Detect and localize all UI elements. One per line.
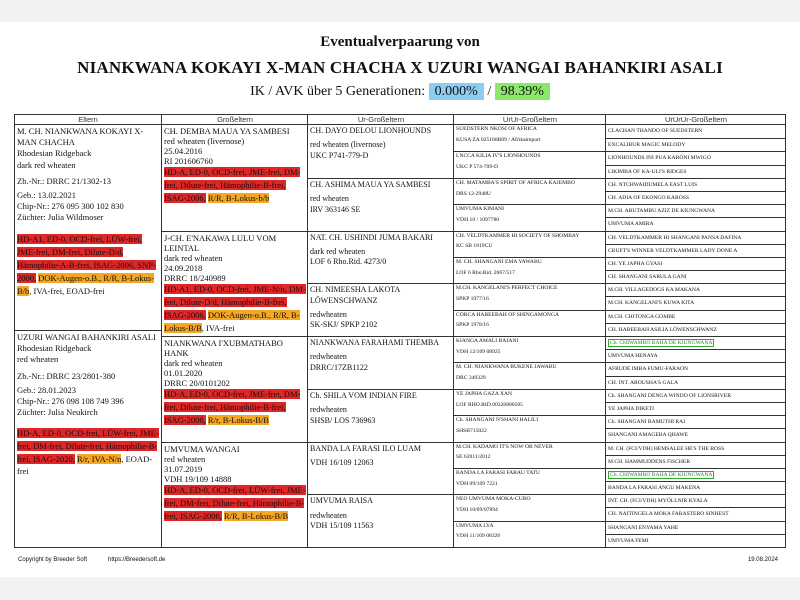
- gen4-cell: [454, 310, 606, 336]
- gen5-cell: [606, 336, 786, 349]
- gen5-cell: [606, 349, 786, 362]
- grandparent-color: dark red wheaten: [164, 358, 223, 369]
- sire-chip: Chip-Nr.: 276 095 300 102 830: [17, 201, 124, 212]
- grandparent-cell: [162, 125, 308, 231]
- ancestor-color: redwheaten: [310, 510, 347, 520]
- gen5-cell: [606, 283, 786, 296]
- health-tests-genetic: R/R, B-Lokus-b/b: [207, 193, 270, 204]
- gen4-cell: [454, 494, 606, 520]
- ancestor-name: LIONHOUNDS INI PUA KARONI MWIGO: [608, 155, 711, 162]
- gen5-cell: [606, 402, 786, 415]
- great-grandparent-cell: [308, 125, 454, 178]
- grandparent-date: 24.09.2018: [164, 262, 203, 273]
- ancestor-reg: IRV 363146 SE: [310, 204, 361, 214]
- ancestor-name: UMVUMA FEMI: [608, 537, 649, 544]
- gen4-cell: [454, 415, 606, 441]
- pairing-title: NIANKWANA KOKAYI X-MAN CHACHA X UZURI WANGAI BAHANKIRI ASALI: [77, 58, 723, 77]
- grandparent-color: dark red wheaten: [164, 252, 223, 263]
- gen5-cell: [606, 138, 786, 151]
- grandparent-reg: RI 201606760: [164, 156, 213, 167]
- ancestor-name: CH. ADIA OF EKONGO KAROSS: [608, 194, 689, 201]
- ancestor-name: M.CH. HAMMUDDENS FISCHER: [608, 458, 691, 465]
- ancestor-name: INT. CH. (FCI/VDH) MYÖLLNIR KYALA: [608, 498, 708, 505]
- column-header: Großeltern: [162, 115, 308, 125]
- ancestor-name: M.CH. VILLAGEDOGS KA MAKANA: [608, 287, 701, 294]
- ancestor-reg: DRC 349329: [456, 375, 486, 382]
- ancestor-name: Ch. SHANGANI N'SHANI HALILI: [456, 417, 539, 424]
- ancestor-reg: SPKP 1978/16: [456, 322, 489, 329]
- ancestor-name: CH. YE JAPHA GYASI: [608, 260, 663, 267]
- gen5-cell: [606, 362, 786, 375]
- ancestor-reg: VDH 12/109 08925: [456, 348, 501, 355]
- grandparent-date: 25.04.2016: [164, 146, 203, 157]
- sire-reg: Zb.-Nr.: DRRC 21/1302-13: [17, 175, 111, 186]
- grandparent-color: red wheaten (livernose): [164, 136, 245, 147]
- footer-url[interactable]: https://Breedersoft.de: [108, 557, 166, 563]
- ancestor-name: SHANGANI AMAGEBA QHAWE: [608, 432, 689, 439]
- sire-name: M. CH. NIANKWANA KOKAYI X-MAN CHACHA: [17, 126, 144, 148]
- ancestor-name: UMVUMA AMIRA: [608, 221, 654, 228]
- great-grandparents-column: [307, 115, 454, 547]
- gen5-cell: [606, 270, 786, 283]
- dam-breed: Rhodesian Ridgeback: [17, 343, 92, 354]
- gen5-cell: [606, 376, 786, 389]
- gen4-cell: [454, 231, 606, 257]
- ancestor-reg: SHSB/ LOS 736963: [310, 415, 376, 425]
- dam-name: UZURI WANGAI BAHANKIRI ASALI: [17, 332, 156, 342]
- ik-label: IK / AVK über 5 Generationen:: [250, 84, 426, 99]
- grandparent-cell: [162, 231, 308, 337]
- gen4-cell: [454, 389, 606, 415]
- ancestor-name: CH. NIMEESHA LAKOTA LÖWENSCHWANZ: [310, 285, 400, 305]
- gen5-cell: [606, 296, 786, 309]
- grandparent-reg: VDH 19/109 14888: [164, 473, 232, 484]
- ancestor-reg: VDH 10 / 1097780: [456, 216, 500, 223]
- grandparent-name: J-CH. E'NAKAWA LULU VOM LEINTAL: [164, 232, 277, 253]
- gen4-cell: [454, 362, 606, 388]
- ancestor-name: CORCA HABEEBAH OF SHINGAMONGA: [456, 311, 560, 318]
- great-grandparent-cell: [308, 494, 454, 547]
- inbreeding-line: [0, 84, 800, 100]
- ancestor-reg: DRRC/17ZB1122: [310, 362, 368, 372]
- avk-value: 98.39%: [495, 83, 550, 100]
- ancestor-name: M. CH. NIANKWANA BUKENE JAWABU: [456, 364, 557, 371]
- grandparent-cell: [162, 336, 308, 442]
- gen5-cell: [606, 310, 786, 323]
- footer-date: 19.08.2024: [747, 557, 778, 563]
- ancestor-name: LNCCA KILIA IV'S LIONHOUNDS: [456, 153, 541, 160]
- gen5-cell: [606, 521, 786, 534]
- gen5-cell: [606, 257, 786, 270]
- gen5-cell: [606, 191, 786, 204]
- ancestor-name: M.CH. KANGELANI'S PERFECT CHOICE: [456, 285, 558, 292]
- ancestor-name: UMVUMA RAISA: [310, 496, 373, 506]
- ancestor-name: BANDA LA FARASI FARAU TATU: [456, 469, 541, 476]
- ancestor-color: redwheaten: [310, 352, 347, 362]
- footer-copyright: Copyright by Breeder Soft: [18, 557, 88, 563]
- ancestor-name: M.CH. KANGELANI'S KUWA KITA: [608, 300, 695, 307]
- column-header: Eltern: [15, 115, 161, 125]
- grandparent-health: [164, 166, 306, 205]
- gen4-cell: [454, 151, 606, 177]
- ancestor-name: CH. NAITINGELA MOKA FARASTERO SINHEST: [608, 511, 729, 518]
- grandparent-name: NIANKWANA I'XUBMATHABO HANK: [164, 338, 283, 359]
- gen5-cell: [606, 323, 786, 336]
- ancestor-name: AFRUDE IMBA FUMU-FARAON: [608, 366, 689, 373]
- ancestor-name: M.CH. KADAMO IT'S NOW OR NEVER: [456, 443, 553, 450]
- gen4-cell: [454, 521, 606, 547]
- grandparent-health: [164, 484, 306, 523]
- gen5-cell: [606, 428, 786, 441]
- ancestor-name: NIANKWANA FARAHAMI THEMBA: [310, 338, 440, 347]
- great-grandparent-cell: [308, 283, 454, 336]
- dam-color: red wheaten: [17, 354, 59, 365]
- grandparent-reg: DRRC 20/0101202: [164, 378, 230, 389]
- gen4-cell: [454, 257, 606, 283]
- dam-chip: Chip-Nr.: 276 098 108 749 396: [17, 396, 124, 407]
- sire-breed: Rhodesian Ridgeback: [17, 148, 92, 159]
- ancestor-name: CH. MATAMBA'S SPIRIT OF AFRICA KAJEMBO: [456, 179, 575, 186]
- page-title: Eventualverpaarung von: [320, 34, 480, 50]
- ancestor-name: Ch. SHILA VOM INDIAN FIRE: [310, 390, 417, 400]
- grandparents-column: [161, 115, 308, 547]
- gen5-cell: [606, 204, 786, 217]
- dam-born: Geb.: 28.01.2023: [17, 384, 77, 395]
- ancestor-name: Ch. CHIWAMBO BAHA DE KIUNGWANA: [610, 340, 713, 346]
- parents-column: [15, 115, 161, 547]
- ancestor-name: CH. DAYO DELOU LIONHOUNDS: [310, 126, 432, 135]
- dam-reg: Zb.-Nr.: DRRC 23/2801-380: [17, 370, 116, 381]
- ancestor-name: Ch. SHANGANI DENGA WINDO OF LIONSRIVER: [608, 392, 731, 399]
- ancestor-reg: LOF 6 Rho.Rid. 2667/517: [456, 269, 515, 276]
- grandparent-reg: DRRC 18/240989: [164, 272, 226, 283]
- grandparent-date: 01.01.2020: [164, 368, 203, 379]
- grandparent-name: CH. DEMBA MAUA YA SAMBESI: [164, 126, 290, 136]
- gen5-cell: [606, 494, 786, 507]
- sire-cell: [15, 125, 161, 330]
- gen5-cell: [606, 468, 786, 481]
- ancestor-name: M.CH. CHITONGA GOMBE: [608, 313, 676, 320]
- dam-cell: [15, 330, 161, 547]
- gen4-cell: [454, 178, 606, 204]
- health-tests: HD-A, ED-0, OCD-frei, LÜW-frei, JME-frei, DM-frei, Dilute-frei, Hämophilie-B-frei, ISAG-2006,: [164, 484, 306, 521]
- ancestor-name: BANDA LA FARASI ANGU MAKENA: [608, 485, 701, 492]
- grandparent-date: 31.07.2019: [164, 463, 203, 474]
- ancestor-reg: SK-SKJ/ SPKP 2102: [310, 320, 378, 330]
- gen4-cell: [454, 442, 606, 468]
- column-header: UrUr-Großeltern: [454, 115, 606, 125]
- gen5-cell: [606, 534, 786, 547]
- grandparent-health: [164, 283, 306, 335]
- column-header: UrUrUr-Großeltern: [606, 115, 786, 125]
- ancestor-reg: VDH 11/109 08326: [456, 533, 501, 540]
- ancestor-name: CH. SHANGANI SARULA GANI: [608, 274, 687, 281]
- ancestor-name: EXCALIBUR MAGIC MELODY: [608, 142, 686, 149]
- ancestor-reg: VDH 09/109 7221: [456, 480, 498, 487]
- gen5-cell: [606, 507, 786, 520]
- ancestor-reg: UKC P 574-709-D: [456, 164, 499, 171]
- grandparent-health: [164, 388, 306, 427]
- dam-health: HD-A, ED-0, OCD-frei, LÜW-frei, JME-frei, DM-frei, Dilute-frei, Hämophilie-B-frei, ISAG-2020, R/r, IVA-N/n, EOAD-frei: [17, 428, 159, 477]
- dam-breeder: Züchter: Julia Neukirch: [17, 407, 98, 418]
- gen5-cell: [606, 244, 786, 257]
- ancestor-reg: LOF RHO.RID.00326800505: [456, 401, 523, 408]
- great-grandparent-cell: [308, 442, 454, 495]
- gen5-cell: [606, 217, 786, 230]
- grandparent-color: red wheaten: [164, 453, 206, 464]
- gen5-cell: [606, 389, 786, 402]
- ancestor-name: SHANGANI ENYAMA YAHE: [608, 524, 679, 531]
- ik-separator: /: [487, 84, 492, 99]
- ancestor-name: UMVUMA HENAYA: [608, 353, 658, 360]
- ancestor-reg: DRS 12-2948U: [456, 190, 491, 197]
- ancestor-reg: KC SB 1819CU: [456, 243, 493, 250]
- ancestor-name: CRUFT'S WINNER VELDTKAMMER LADY DONE A: [608, 247, 738, 254]
- ancestor-name: CLACHAN THANDO OF SUEDSTERN: [608, 128, 703, 134]
- ancestor-reg: SPKP 1977/16: [456, 296, 489, 303]
- sire-color: dark red wheaten: [17, 159, 76, 170]
- health-tests-extra: , IVA-frei: [201, 322, 235, 333]
- health-tests-genetic: DOK-Augen-o.B., R/R, B-Lokus-B/B: [164, 309, 300, 333]
- ancestor-name: NAT. CH. USHINDI JUMA BAKARI: [310, 232, 433, 242]
- health-tests: HD-A, ED-0, OCD-frei, JME-frei, DM-frei, Dilute-frei, Hämophilie-B-frei, ISAG-2006,: [164, 167, 301, 204]
- ancestor-name: NEO UMVUMA MOKA-CUBO: [456, 496, 531, 503]
- ancestor-name: UMVUMA KIMANI: [456, 206, 505, 213]
- ancestor-name: SUEDSTERN NKOSI OF AFRICA: [456, 126, 537, 132]
- ancestor-name: CH. INT. AROUSHA'S GALA: [608, 379, 679, 386]
- sire-breeder: Züchter: Julia Wildmoser: [17, 212, 104, 223]
- ancestor-name: Ch. SHANGANI BAMUTHI RAI: [608, 419, 686, 426]
- ancestor-name: KIANGA AMALI BAJANI: [456, 338, 519, 344]
- ancestor-name: LIKIMBA OF KA-ULI'S RIDGES: [608, 168, 687, 175]
- gen5-cell: [606, 455, 786, 468]
- gen5-cell: [606, 415, 786, 428]
- ancestor-color: red wheaten (livernose): [310, 140, 386, 150]
- health-tests: HD-A1, ED-0, OCD-frei, JME-N/n, DM-frei, Dilute-D/d, Hämophilie-B-frei, ISAG-2006,: [164, 283, 306, 320]
- gen5-cell: [606, 442, 786, 455]
- gen5-cell: [606, 231, 786, 244]
- pedigree-table: [14, 114, 786, 548]
- ancestor-color: red wheaten: [310, 194, 349, 204]
- grandparent-cell: [162, 442, 308, 548]
- ancestor-name: CH. NTCHWAIDUMELA EAST LUIS: [608, 181, 698, 188]
- ancestor-name: YE JAPHA DIKETI: [608, 405, 654, 412]
- gen5-cell: [606, 481, 786, 494]
- sire-born: Geb.: 13.02.2021: [17, 190, 77, 201]
- gen5-cell: [606, 151, 786, 164]
- ik-value: 0.000%: [429, 83, 484, 100]
- ancestor-name: M. CH. SHANGANI EMA YAWABU: [456, 258, 542, 265]
- gen5-column: [605, 115, 786, 547]
- great-grandparent-cell: [308, 178, 454, 231]
- ancestor-name: CH. ASHIMA MAUA YA SAMBESI: [310, 179, 431, 189]
- ancestor-reg: KUSA ZA 025168B09 / Afrikaimport: [456, 136, 541, 143]
- health-tests-genetic: R/R, B-Lokus-B/B: [223, 510, 289, 521]
- great-grandparent-cell: [308, 389, 454, 442]
- ancestor-name: M. CH. (FCI/VDH) HEMSALEE HE'S THE BOSS: [608, 445, 725, 452]
- gen4-cell: [454, 468, 606, 494]
- grandparent-name: UMVUMA WANGAI: [164, 443, 240, 454]
- health-tests: HD-A, ED-0, OCD-frei, JME-frei, DM-frei, Dilute-frei, Hämophilie-B-frei, ISAG-2006,: [164, 389, 301, 426]
- ancestor-name: M.CH. ABUTAMBU AZIZ DE KIUNGWANA: [608, 208, 716, 215]
- ancestor-name: CH. VELDTKAMMER HI SHANGANI PANSA DAFINA: [608, 234, 742, 241]
- ancestor-name: BANDA LA FARASI ILO LUAM: [310, 443, 421, 453]
- great-grandparent-cell: [308, 231, 454, 284]
- gen4-cell: [454, 283, 606, 309]
- ancestor-name: Ch. CHIWAMBO BAHA DE KIUNGWANA: [610, 471, 713, 478]
- ancestor-reg: VDH 16/109 12063: [310, 457, 374, 467]
- health-tests-genetic: R/r, B-Lokus-B/B: [207, 415, 269, 426]
- gen5-cell: [606, 165, 786, 178]
- ancestor-reg: SE 62011/2012: [456, 454, 491, 461]
- ancestor-color: dark red wheaten: [310, 246, 366, 256]
- gen4-cell: [454, 336, 606, 362]
- gen5-cell: [606, 178, 786, 191]
- ancestor-name: CH. HABEEBAH ASILIA LÖWENSCHWANZ: [608, 326, 717, 333]
- ancestor-reg: LOF 6 Rho.Rid. 4273/0: [310, 257, 387, 267]
- ancestor-reg: SHSB715022: [456, 427, 487, 434]
- ancestor-reg: UKC P741-779-D: [310, 150, 369, 160]
- gen4-cell: [454, 125, 606, 151]
- great-grandparent-cell: [308, 336, 454, 389]
- gen5-cell: [606, 125, 786, 138]
- ancestor-reg: VDH 15/109 11563: [310, 521, 374, 531]
- sire-health: HD-A1, ED-0, OCD-frei, LÜW-frei, JME-frei, DM-frei, Dilute-D/d, Hämophilie-A-B-frei, ISAG-2006, SNP-2000, DOK-Augen-o.B., R/R, B-Lokus-B/b, IVA-frei, EOAD-frei: [17, 233, 156, 296]
- column-header: Ur-Großeltern: [308, 115, 454, 125]
- ancestor-color: redwheaten: [310, 310, 347, 320]
- pedigree-page: [0, 22, 800, 577]
- ancestor-name: UMVUMA LYA: [456, 522, 494, 529]
- ancestor-name: CH. VELDTKAMMER HI SOCIETY OF SHOMBAY: [456, 232, 580, 239]
- ancestor-color: redwheaten: [310, 405, 347, 415]
- gen4-column: [453, 115, 606, 547]
- gen4-cell: [454, 204, 606, 230]
- ancestor-reg: VDH 10/09/07894: [456, 507, 498, 514]
- ancestor-name: YE JAPHA GAZA XAN: [456, 390, 513, 397]
